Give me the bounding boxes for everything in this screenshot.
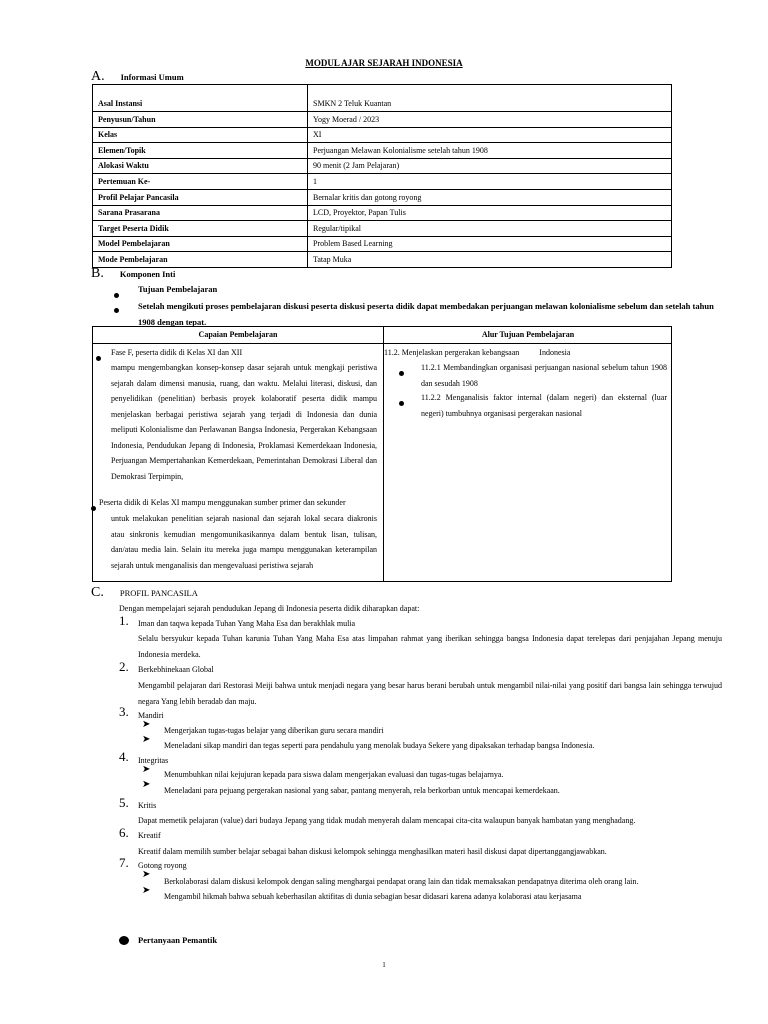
table-row [93, 205, 672, 221]
item-title: Mandiri [138, 711, 164, 720]
info-key: Profil Pelajar Pancasila [93, 189, 308, 205]
table-row [93, 85, 672, 112]
bullet-dot-icon [114, 300, 119, 318]
table-row [93, 174, 672, 190]
table-row [93, 127, 672, 143]
section-b-letter: B. [91, 266, 104, 281]
section-c-header [91, 583, 198, 601]
item-number: 4. [119, 749, 129, 764]
arrow-bullet-icon: ➤ [142, 764, 151, 775]
pertanyaan-heading: Pertanyaan Pemantik [138, 935, 218, 945]
cp-atp-table [92, 326, 672, 582]
section-c-heading: PROFIL PANCASILA [119, 588, 198, 598]
cp-item1-body: mampu mengembangkan konsep-konsep dasar sejarah untuk mengkaji peristiwa sejarah dalam dimensi manusia, ruang, dan waktu. Melalui literasi, diskusi, dan penyelidikan (penelitian) berbasis proyek kolaboratif peserta didik mampu menjelaskan berbagai peristiwa sejarah yang terjadi di Indonesia dan dunia meliputi Kolonialisme dan Perlawanan Bangsa Indonesia, Pergerakan Kebangsaan Indonesia, Pendudukan Jepang di Indonesia, Proklamasi Kemerdekaan Indonesia, Perjuangan Mempertahankan Kemerdekaan, Pemerintahan Demokrasi Liberal dan Demokrasi Terpimpin, [111, 363, 377, 481]
table-row [93, 252, 672, 268]
item-text: Selalu bersyukur kepada Tuhan karunia Tuhan Yang Maha Esa atas limpahan rahmat yang iberikan sehingga bangsa Indonesia dapat terelepas dari penjajahan Jepang menuju Indonesia merdeka. [138, 634, 722, 659]
item-text: Mengambil pelajaran dari Restorasi Meiji bahwa untuk menjadi negara yang besar harus berani berubah untuk mengambil nilai-nilai yang positif dari bangsa lain sehingga terwujud negara Yang lebih beradab dan maju. [138, 681, 722, 706]
info-value: Problem Based Learning [308, 236, 672, 252]
info-value: Bernalar kritis dan gotong royong [308, 189, 672, 205]
item-sub: Meneladani sikap mandiri dan tegas seperti para pendahulu yang menolak budaya Sekere yang dipaksakan terhadap bangsa Indonesia. [164, 741, 595, 750]
item-number: 3. [119, 704, 129, 719]
info-table [92, 84, 672, 268]
item-title: Iman dan taqwa kepada Tuhan Yang Maha Esa dan berakhlak mulia [138, 619, 356, 628]
section-b-heading: Komponen Inti [119, 269, 176, 279]
atp-main: 11.2. Menjelaskan pergerakan kebangsaan Indonesia [384, 348, 571, 357]
section-a-heading: Informasi Umum [120, 72, 184, 82]
table-row [93, 221, 672, 237]
section-b-header [91, 264, 175, 282]
item-sub: Berkolaborasi dalam diskusi kelompok dengan saling menghargai pendapat orang lain dan tidak memaksakan pendapatnya diterima oleh orang lain. [164, 877, 639, 886]
item-number: 1. [119, 613, 129, 628]
info-value: Yogy Moerad / 2023 [308, 112, 672, 128]
section-a-header [91, 67, 184, 85]
item-text: Kreatif dalam memilih sumber belajar sebagai bahan diskusi kelompok sehingga menghasilkan materi hasil diskusi dapat dipertanggangjawabkan. [138, 847, 607, 856]
document-title: MODUL AJAR SEJARAH INDONESIA [305, 58, 463, 68]
tujuan-heading: Tujuan Pembelajaran [138, 284, 218, 294]
info-key: Alokasi Waktu [93, 158, 308, 174]
item-number: 7. [119, 855, 129, 870]
item-sub: Mengambil hikmah bahwa sebuah keberhasilan aktifitas di dunia sebagian besar didasari karena adanya kolaborasi atau kerjasama [164, 892, 582, 901]
profil-intro: Dengan mempelajari sejarah pendudukan Jepang di Indonesia peserta didik diharapkan dapat: [119, 604, 420, 613]
table-row [93, 158, 672, 174]
item-title: Kreatif [138, 831, 161, 840]
arrow-bullet-icon: ➤ [142, 779, 151, 790]
arrow-bullet-icon: ➤ [142, 869, 151, 880]
info-value: 1 [308, 174, 672, 190]
atp-header: Alur Tujuan Pembelajaran [481, 330, 575, 339]
item-title: Gotong royong [138, 861, 187, 870]
info-value: SMKN 2 Teluk Kuantan [308, 85, 672, 112]
item-sub: Menumbuhkan nilai kejujuran kepada para siswa dalam mengerjakan evaluasi dan tugas-tugas belajarnya. [164, 770, 504, 779]
info-key: Elemen/Topik [93, 143, 308, 159]
cp-item2-body: untuk melakukan penelitian sejarah nasional dan sejarah lokal secara diakronis atau sinkronis kemudian mengomunikasikannya dalam bentuk lisan, tulisan, dan/atau media lain. Selain itu mereka juga mampu menggunakan keterampilan sejarah untuk menganalisis dan mengevaluasi peristiwa sejarah [111, 514, 377, 570]
bullet-dot-icon [399, 363, 404, 381]
section-a-letter: A. [91, 69, 105, 84]
arrow-bullet-icon: ➤ [142, 719, 151, 730]
item-number: 2. [119, 659, 129, 674]
info-value: Perjuangan Melawan Kolonialisme setelah tahun 1908 [308, 143, 672, 159]
info-value: LCD, Proyektor, Papan Tulis [308, 205, 672, 221]
bullet-dot-icon [96, 348, 101, 366]
table-row [93, 189, 672, 205]
table-row [93, 112, 672, 128]
item-number: 5. [119, 795, 129, 810]
atp-sub-1: 11.2.1 Membandingkan organisasi perjuangan nasional sebelum tahun 1908 dan sesudah 1908 [421, 363, 667, 388]
bullet-dot-icon [91, 498, 96, 516]
item-title: Kritis [138, 801, 157, 810]
info-key: Sarana Prasarana [93, 205, 308, 221]
info-key: Pertemuan Ke- [93, 174, 308, 190]
item-sub: Meneladani para pejuang pergerakan nasional yang sabar, pantang menyerah, rela berkorban untuk mencapai kemerdekaan. [164, 786, 560, 795]
info-key: Kelas [93, 127, 308, 143]
info-value: XI [308, 127, 672, 143]
tujuan-text: Setelah mengikuti proses pembelajaran diskusi peserta diskusi peserta didik dapat membedakan perjuangan melawan kolonialisme sebelum dan setelah tahun 1908 dengan tepat. [138, 301, 714, 327]
info-key: Target Peserta Didik [93, 221, 308, 237]
header-divider [93, 343, 671, 344]
info-value: Tatap Muka [308, 252, 672, 268]
info-value: Regular/tipikal [308, 221, 672, 237]
atp-sub-2: 11.2.2 Menganalisis faktor internal (dalam negeri) dan eksternal (luar negeri) tumbuhnya organisasi pergerakan nasional [421, 393, 667, 418]
info-key: Mode Pembelajaran [93, 252, 308, 268]
cp-item1-first: Fase F, peserta didik di Kelas XI dan XII [111, 348, 243, 357]
page-number: 1 [382, 961, 386, 969]
cp-header: Capaian Pembelajaran [198, 330, 278, 339]
info-key: Asal Instansi [93, 85, 308, 112]
item-sub: Mengerjakan tugas-tugas belajar yang diberikan guru secara mandiri [164, 726, 384, 735]
item-title: Integritas [138, 756, 169, 765]
arrow-bullet-icon: ➤ [142, 734, 151, 745]
item-text: Dapat memetik pelajaran (value) dari budaya Jepang yang tidak mudah menyerah dalam mencapai cita-cita walaupun banyak hambatan yang menghadang. [138, 816, 636, 825]
table-row [93, 143, 672, 159]
bullet-dot-icon [399, 393, 404, 411]
info-value: 90 menit (2 Jam Pelajaran) [308, 158, 672, 174]
table-row [93, 236, 672, 252]
info-key: Model Pembelajaran [93, 236, 308, 252]
arrow-bullet-icon: ➤ [142, 885, 151, 896]
large-bullet-icon [119, 936, 129, 945]
item-number: 6. [119, 825, 129, 840]
info-key: Penyusun/Tahun [93, 112, 308, 128]
item-title: Berkebhinekaan Global [138, 665, 214, 674]
cp-item2-first: Peserta didik di Kelas XI mampu menggunakan sumber primer dan sekunder [99, 498, 346, 507]
column-divider [383, 327, 384, 581]
section-c-letter: C. [91, 585, 104, 600]
